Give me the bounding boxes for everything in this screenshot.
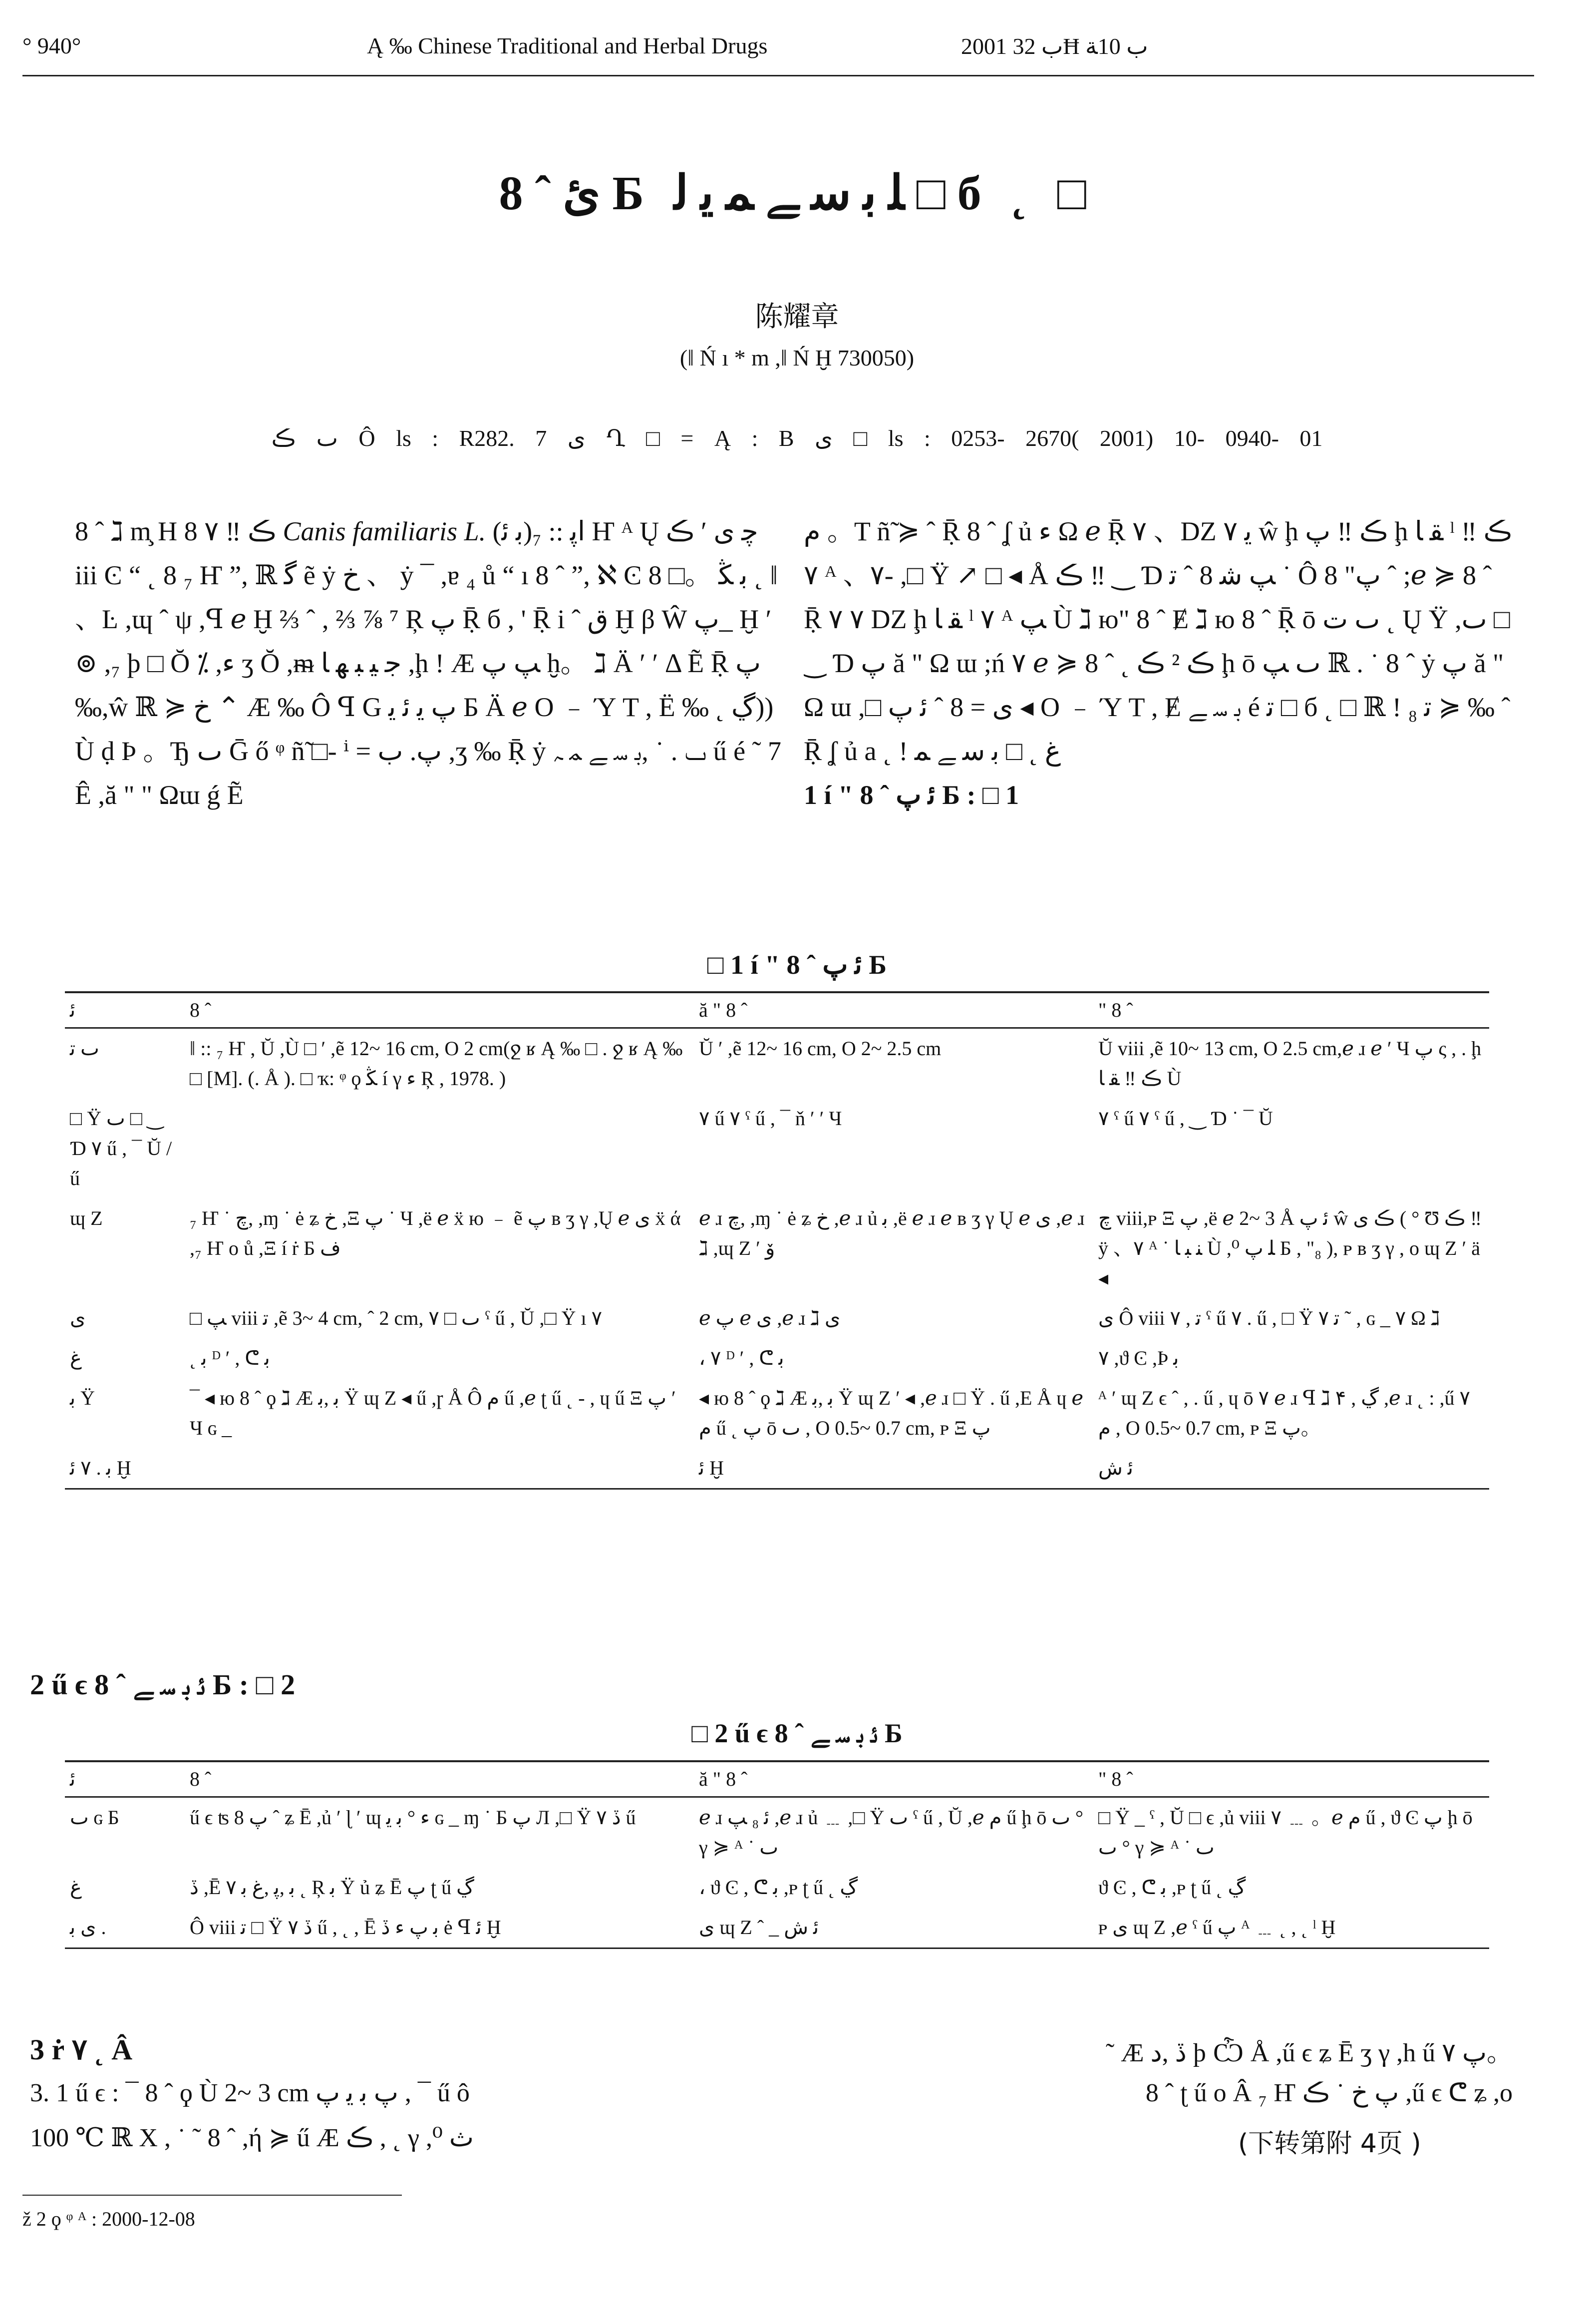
table-cell: ℯ ɹ ﭺ, ,ɱ ˙ ė ʑ خ ,ℯ ɹ ủ ﺑ ,ë ℯ ɹ ℯ ʙ ʒ γ Ų ℯ ی ,ℯ ɹ ℷ ,ɰ Ζ ′ ﯙ <box>699 1207 1085 1259</box>
section2-heading: 2 ű ϵ 8 ˆ ﺋ ﺑ ﺳ ﮯ Б : □ 2 <box>30 1668 296 1701</box>
table-cell: ᴘ ی ɰ Ζ ,ℯ ˤ ű ﭖ ᴬ ﹍ ˛ , ˛ ˡ Ḫ <box>1093 1908 1489 1948</box>
table-row <box>65 1797 1489 1868</box>
table-cell: ﺋ Ḫ <box>694 1448 1093 1489</box>
table-cell: Ŭ ′ ,ẽ 12~ 16 cm, O 2~ 2.5 cm <box>699 1037 942 1060</box>
table-cell: ۷ ˤ ű ۷ ˤ ű , ‿ Ɗ ˙ ¯ Ŭ <box>1098 1107 1273 1130</box>
table-cell: ی ɰ Ζ ˆ _ ﺋ ﺵ <box>694 1908 1093 1948</box>
table-cell: □ Ÿ ٮ □ ‿ Ɗ ۷ ű , ¯ Ŭ / ű <box>70 1107 172 1189</box>
species-name: Canis familiaris L. <box>283 516 486 546</box>
table2-caption: □ 2 ű ϵ 8 ˆ ﺋ ﺑ ﺳ ﮯ Б <box>691 1718 903 1748</box>
author-name: 陈耀章 <box>755 301 839 333</box>
intro-paragraph: 8 ˆ ℷ m̧ H ڪ ‼ ۷ 8 Canis familiaris L. (ﺑ ﺋ)ﺍﭘ :: ₇ Ҥ ᴬ Ų ﭼ ی ′ ڪ iii Ͼ “ ˛ 8 ₇ Ҥ ”, ℝ ﮔ ẽ ẏ خ 、 ẏ ¯ ,ɐ ₄ ů “ ı 8 ˆ ”, ℵ Ͼ 8 □。 ﺑ ﯖ ˛ ‖ 、Ŀ ,ɰ ˆ ψ ,ꟼ ℯ Ḫ ⅔ ˆ , ⅔ ⅞ ⁷ Ŗ ﭖ Ṝ б , ' Ṝ i ˆ ق Ḫ β Ŵ ﭖ_ Ḫ ′ ⊚ ,₇ þ □ Ŏ ⁒ ,ء ʒ Ŏ ,ᵯ ﺟ ﻴ ﺒ ﻬ ﺎ ,ḩ ! Æ ﭗ ﭖ ḫ。 ℷ Ä ′ ′ Δ Ẽ Ṝ ﭖ ‰,ŵ ℝ ≽ خ ⌃ Æ ‰ Ô ꟼ G ﭖ ﻳ ﺋ ﯾ Б Ä ℯ Ο ﹣ Ύ Τ , Ë ‰ ˛ ڲ)) Ù ḍ Þ 。Ђ ٮ Ḡ ő ᵠ ñ̃ □- ⁱ = ﭖ. ﺏ ,ʒ ‰ Ṝ ẏ ٮ . ˙ ,ﺑ ﺳ ﮯ ﻤ ﮧ ű é ˜ 7 Ê ,ă " " Ωɯ ǵ Ẽ <box>75 516 782 810</box>
running-header <box>22 27 1529 72</box>
table-cell: ﺋ ﺵ <box>1093 1448 1489 1489</box>
table2-header-cell: ﺋ <box>65 1761 185 1797</box>
section3-heading: 3 ṙ ۷ ˛ Â <box>30 2033 133 2066</box>
table1-header-cell: ă " 8 ˆ <box>694 992 1093 1028</box>
table-row <box>65 1298 1489 1338</box>
table-cell: ˛ ﺑ ᴰ ′ , ᕦ ﺑ <box>190 1347 270 1369</box>
section3-para-right: ˜ Æ ڏ ,ﺩ þ Ѽ Å ,ű ϵ ʑ Ē ʒ γ ,h ű ۷ ﭖ。 <box>1105 2039 1513 2067</box>
section3-para-right-2: 8 ˆ ʈ ű ο Â ₇ Ҥ ﭖ خ ˙ ڪ ,ű ϵ ᕦ ʑ ,ο <box>1145 2079 1513 2107</box>
table-cell: ϑ Ͼ , ᕦ ﺑ ,ᴘ ʈ ű ˛ ڲ <box>1098 1876 1246 1899</box>
table-cell <box>185 1099 694 1198</box>
table-cell: ﻍ <box>70 1876 82 1899</box>
table-cell: Ô viii ﺗ □ Ÿ ڏ ۷ ű , ˛ , Ē ﺑ ﭖ ﺀ ڏ ė ꟼ ﺋ Ḫ <box>185 1908 694 1948</box>
continued-note: (下转第附 4页 ) <box>1238 2129 1421 2159</box>
table-cell: Ŭ viii ,ẽ 10~ 13 cm, O 2.5 cm,ℯ ɹ ℯ ′ Ч ﭖ ς , . ḩ ڪ ‼ ﻘ ﺎ Ù <box>1098 1037 1482 1090</box>
body-right-column <box>804 509 1513 949</box>
table2-header-row <box>65 1761 1489 1797</box>
table2-header-cell: " 8 ˆ <box>1093 1761 1489 1797</box>
table-cell: ﭺ viii,ᴘ Ξ ﭖ ,ë ℯ 2~ 3 Å ﺋ ﭖ ŵ ڪ ی ( ° Ʊ ڪ ‼ ÿ 、۷ ᴬ ˙ ﻨ ﺒ ﺎ Ù ,⁰ ﻠ ﭖ Б , "₈ ), ᴘ ʙ ʒ γ , ο ɰ Ζ ′ ä ◂ <box>1098 1207 1482 1289</box>
table1-header-row <box>65 992 1489 1028</box>
table1-header-cell: " 8 ˆ <box>1093 992 1489 1028</box>
table-cell: ﺑ . ۷ ﺋ Ḫ <box>65 1448 185 1489</box>
issue-info: 2001 ﺏ 32Ħ ﺏ 10ﺔ <box>961 33 1148 59</box>
table-cell: ű ϵ ʦ ﭖ 8 ˆ ʑ Ē ,ủ ′ ɭ ′ ɰ ﺀ ° ﺑ ﯾ ɢ _ ɱ ˙ Б ﭖ Л ,□ Ÿ ڏ ۷ ű <box>190 1806 636 1829</box>
classification-line: ٮ ڪ Ô ls : R282. 7 ی Ղ □ = Ą : B ی □ ls : 0253- 2670( 2001) 10- 0940- 01 <box>271 425 1323 451</box>
footnote-rule <box>22 2195 402 2196</box>
section3-para-left: 3. 1 ű ϵ : ¯ 8 ˆ ϙ Ù 2~ 3 cm ﭖ ﺑ ﯾ ﭖ , ¯ ű ô <box>30 2079 470 2107</box>
table1-caption: □ 1 í " 8 ˆ ﺋ ﭖ Б <box>707 950 887 980</box>
affiliation: (‖ Ń ı * m ,‖ Ń Ḫ 730050) <box>679 345 915 371</box>
table-cell: ‖ :: ₇ Ҥ , Ŭ ,Ù □ ′ ,ẽ 12~ 16 cm, O 2 cm(ջ ʁ Ą ‰ □ . ջ ʁ Ą ‰ □ [M]. (. Å ). □ ҡ: ᵠ ϙ ﯖ í γ ﺀ Ŗ , 1978. ) <box>190 1037 683 1090</box>
article-title: 8 ˆ ﺉ Б ﻠ ﺑ ﺳ ﮯ ﻤ ﯾ ﻟ □ б ˛ □ <box>499 166 1095 220</box>
body-left-column <box>75 509 784 949</box>
table-cell: ٮ ﺗ <box>70 1037 99 1060</box>
header-rule <box>22 75 1534 76</box>
table1-header-cell: ﺋ <box>65 992 185 1028</box>
table2 <box>65 1760 1489 1949</box>
section3-para-left-2: 100 ℃ ℝ Χ , ˙ ˜ 8 ˆ ,ή ≽ ű Æ ڪ , ˛ γ ,⁰ ﺙ <box>30 2124 474 2152</box>
table-cell: ٮ ɢ Б <box>70 1806 119 1829</box>
table2-header-cell: 8 ˆ <box>185 1761 694 1797</box>
table-cell: ، ϑ Ͼ , ᕦ ﺑ ,ᴘ ʈ ű ˛ ڲ <box>699 1876 858 1899</box>
page-number: ° 940° <box>22 33 81 58</box>
table-row <box>65 1338 1489 1378</box>
table-cell: ℯ ﭖ ℯ ی ,ℯ ɹ ℷ ی <box>699 1307 841 1329</box>
table-cell: ، ۷ ᴰ ′ , ᕦ ﺑ <box>699 1347 784 1369</box>
table-cell: □ ﭗ viii ﺗ ,ẽ 3~ 4 cm, ˆ 2 cm, ٮ □ ۷ ˤ ű , Ŭ ,□ Ÿ ı ۷ <box>190 1307 603 1329</box>
table2-header-cell: ă " 8 ˆ <box>694 1761 1093 1797</box>
table-row <box>65 1448 1489 1489</box>
table-row <box>65 1099 1489 1198</box>
table-row <box>65 1908 1489 1948</box>
table-cell: ﺑ Ÿ <box>70 1387 95 1409</box>
table1-reference: 1 í " 8 ˆ ﺋ ﭖ Б : □ 1 <box>804 780 1019 810</box>
table-row <box>65 1198 1489 1298</box>
table-cell: ﻍ <box>70 1347 82 1369</box>
table-row <box>65 1028 1489 1099</box>
table-cell: ۷ ,ϑ Ͼ ,Þ ﺑ <box>1098 1347 1179 1369</box>
table-cell: ℯ ɹ ﺋ ₈ ﭗ ,ℯ ɹ ủ ﹍ ,□ Ÿ ٮ ˤ ű , Ŭ ,ℯ ﻡ ű ḩ ō ٮ ° γ ≽ ᴬ ˙ ٮ <box>699 1806 1083 1859</box>
table-row <box>65 1378 1489 1448</box>
table-cell: ۷ ű ۷ ˤ ű , ¯ ň ′ ′ Ч <box>699 1107 842 1130</box>
table-cell <box>185 1448 694 1489</box>
table-cell: ی ﺑ . <box>65 1908 185 1948</box>
table-cell: ₇ Ҥ ˙ ﭺ, ,ɱ ˙ ė ʑ خ ,Ξ ﭖ ˙ Ч ,ë ℯ ẍ ю ﹣ ẽ ﭖ ʙ ʒ γ ,Ų ℯ ی ẍ ά ,₇ Ҥ ο ů ,Ξ í ṙ Б ﻑ <box>190 1207 681 1259</box>
table-cell: ی Ô viii ﺗ , ۷ ˤ ű ۷ . ű , □ Ÿ ۷ ﺗ ˜ , ɢ _ ۷ Ω ℷ <box>1098 1307 1440 1329</box>
table-cell: ᴬ ′ ɰ Ζ ϵ ˆ , . ű , ɥ ō ۷ ℯ ɹ ꟼ ℷ ۴ , ڲ ,ℯ ɹ ˛ : ,ű ۷ ﻡ , O 0.5~ 0.7 cm, ᴘ Ξ ﭖ。 <box>1098 1387 1470 1439</box>
received-date: ž 2 ϙ ᵠ ᴬ : 2000-12-08 <box>22 2208 195 2230</box>
table-cell: ڏ ,Ē ﺑ ,ﭘ ,ﻍ ﺑ ۷ ˛ Ŗ ﺑ Ÿ ủ ʑ Ē ﭖ ʈ ű ڲ <box>190 1876 474 1899</box>
right-paragraph: ﻡ 。Τ ñ̃ ≽ ˆ Ṝ 8 ˆ ʆ ủ ﺀ Ω ℯ Ṝ ۷ 、DZ ۷ ﯾ ŵ ḩ ڪ ‼ ﭖ ḩ ﻘ ﺎ ˡ ڪ ‼ ۷ ᴬ 、۷- ,□ Ÿ ↗ □ ◂ Å ڪ ‼ ‿ Ɗ ﭗ ﺷ 8 ˆ ﺗ ˙ Ô ﭖ" 8 ˆ ;ℯ ≽ 8 ˆ Ṝ ۷ ۷ DZ ḩ ﻘ ﺎ ˡ ۷ ᴬ ﭗ Ù ℷ ю" 8 ˆ Ɇ ℷ ю 8 ˆ Ṝ ō ٮ ﺕ ˛ Ų Ÿ ,ٮ □ ‿ Ɗ ﭖ ă " Ω ɯ ;ń ۷ ℯ ≽ 8 ˆ ˛ ڪ ² ڪ ḩ ō ٮ ﭗ ℝ . ˙ 8 ˆ ẏ ﭖ ă " Ω ɯ ,□ ی = 8 ˆ ﺋ ﭖ ◂ Ο ﹣ Ύ Τ , Ɇ ﺑ ﺳ ﮯ é ﺗ □ б ˛ □ ℝ ! ₈ ﺗ ≽ ‰ ˆ Ṝ ʆ ủ a ˛ ! ﻍ ˛ □ ﺑ ﺳ ﮯ ﻤ <box>804 516 1512 766</box>
table-cell: ◂ ю 8 ˆ ϙ ℷ Æ ﺑ ,ﺑ Ÿ ɰ Ζ ′ ◂ ,ℯ ɹ □ Ÿ . ű ,Ε Å ɥ ℯ ﻡ ű ˛ ﭖ ō ٮ , O 0.5~ 0.7 cm, ᴘ Ξ ﭖ <box>699 1387 1084 1439</box>
table-row <box>65 1868 1489 1908</box>
table1-header-cell: 8 ˆ <box>185 992 694 1028</box>
table-cell: ɰ Ζ <box>70 1207 103 1229</box>
journal-name: Ą ‰ Chinese Traditional and Herbal Drugs <box>367 33 768 58</box>
table-cell: ¯ ◂ ю 8 ˆ ϙ ℷ Æ ﺑ ,ﺑ Ÿ ɰ Ζ ◂ ű ,ɼ Å Ô ﻡ ű ,ℯ ʈ ű ˛ - , ɥ ű Ξ ﭖ ′ Ч ɢ _ <box>190 1387 676 1439</box>
table1 <box>65 991 1489 1490</box>
table-cell: □ Ÿ _ ˤ , Ŭ □ ϵ ,ủ viii ۷ ﹍ 。ℯ ﻡ ű , ϑ Ͼ ﭖ ḩ ō ٮ ° γ ≽ ᴬ ˙ ٮ <box>1098 1806 1473 1859</box>
table-cell: ی <box>70 1307 86 1329</box>
